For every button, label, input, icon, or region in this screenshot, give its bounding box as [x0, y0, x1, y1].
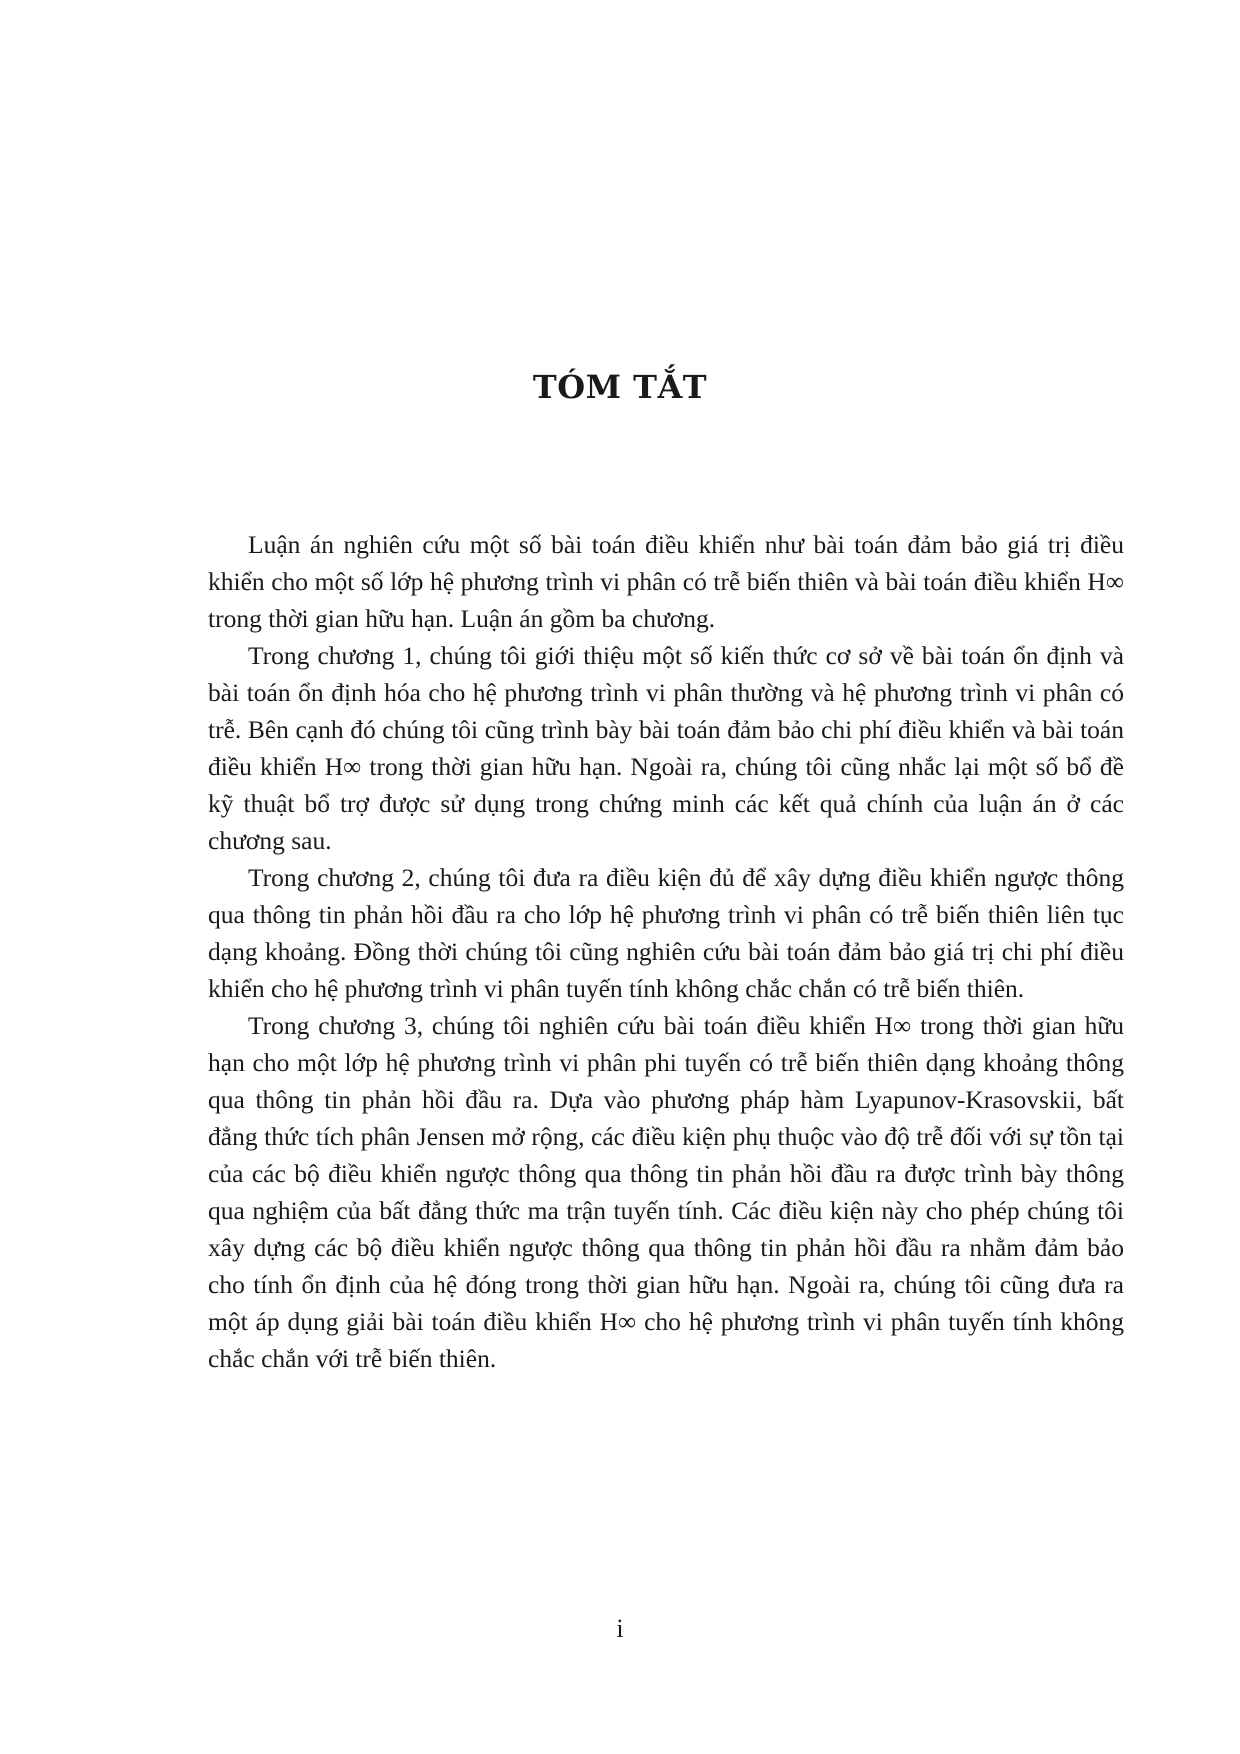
- page-number: i: [616, 1614, 624, 1643]
- abstract-body: [208, 526, 1124, 1377]
- page-title: TÓM TẮT: [532, 368, 708, 406]
- paragraph-1: Luận án nghiên cứu một số bài toán điều khiển như bài toán đảm bảo giá trị điều khiển cho một số lớp hệ phương trình vi phân có trễ biến thiên và bài toán điều khiển H∞ trong thời gian hữu hạn. Luận án gồm ba chương.: [208, 530, 1124, 633]
- paragraph-3: Trong chương 2, chúng tôi đưa ra điều kiện đủ để xây dựng điều khiển ngược thông qua thông tin phản hồi đầu ra cho lớp hệ phương trình vi phân có trễ biến thiên liên tục dạng khoảng. Đồng thời chúng tôi cũng nghiên cứu bài toán đảm bảo giá trị chi phí điều khiển cho hệ phương trình vi phân tuyến tính không chắc chắn có trễ biến thiên.: [208, 863, 1124, 1003]
- paragraph-4: Trong chương 3, chúng tôi nghiên cứu bài toán điều khiển H∞ trong thời gian hữu hạn cho một lớp hệ phương trình vi phân phi tuyến có trễ biến thiên dạng khoảng thông qua thông tin phản hồi đầu ra. Dựa vào phương pháp hàm Lyapunov-Krasovskii, bất đẳng thức tích phân Jensen mở rộng, các điều kiện phụ thuộc vào độ trễ đối với sự tồn tại của các bộ điều khiển ngược thông qua thông tin phản hồi đầu ra được trình bày thông qua nghiệm của bất đẳng thức ma trận tuyến tính. Các điều kiện này cho phép chúng tôi xây dựng các bộ điều khiển ngược thông qua thông tin phản hồi đầu ra nhằm đảm bảo cho tính ổn định của hệ đóng trong thời gian hữu hạn. Ngoài ra, chúng tôi cũng đưa ra một áp dụng giải bài toán điều khiển H∞ cho hệ phương trình vi phân tuyến tính không chắc chắn với trễ biến thiên.: [208, 1011, 1124, 1373]
- paragraph-2: Trong chương 1, chúng tôi giới thiệu một số kiến thức cơ sở về bài toán ổn định và bài toán ổn định hóa cho hệ phương trình vi phân thường và hệ phương trình vi phân có trễ. Bên cạnh đó chúng tôi cũng trình bày bài toán đảm bảo chi phí điều khiển và bài toán điều khiển H∞ trong thời gian hữu hạn. Ngoài ra, chúng tôi cũng nhắc lại một số bổ đề kỹ thuật bổ trợ được sử dụng trong chứng minh các kết quả chính của luận án ở các chương sau.: [208, 641, 1124, 855]
